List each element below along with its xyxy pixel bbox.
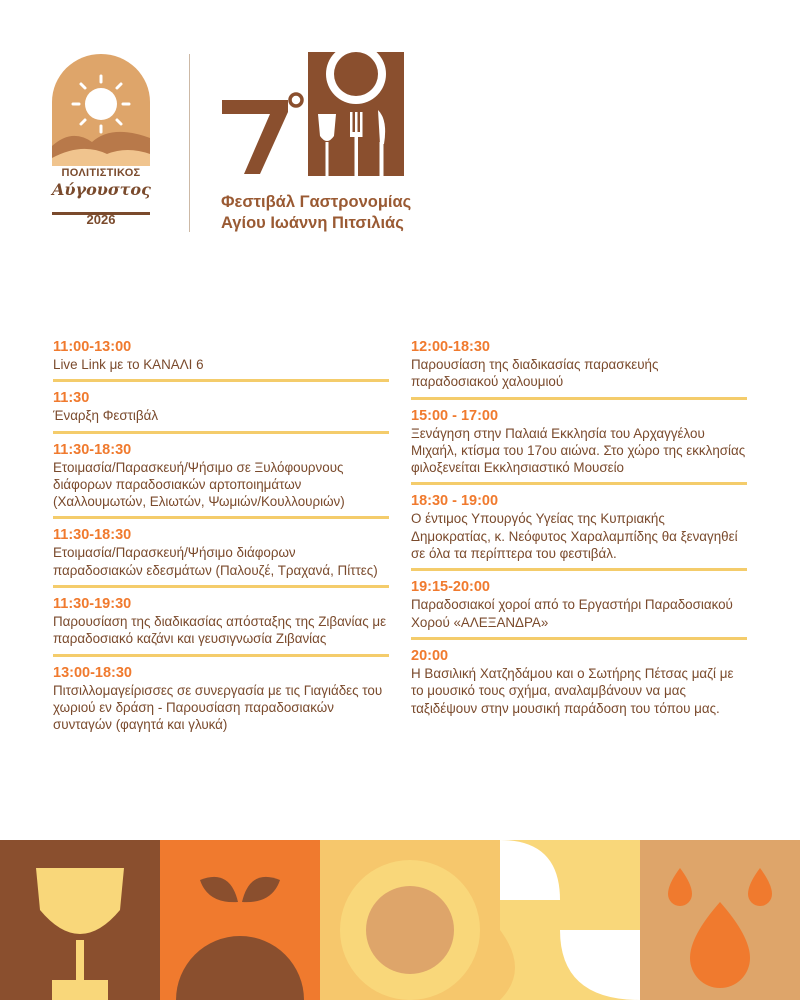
schedule-entry (53, 664, 389, 740)
schedule-time: 11:30-18:30 (53, 527, 132, 544)
schedule-entry (53, 441, 389, 520)
schedule-time: 11:00-13:00 (53, 339, 132, 355)
logo-year: 2026 (86, 212, 116, 227)
schedule-time: 13:00-18:30 (53, 664, 132, 681)
schedule-description: Ο έντιμος Υπουργός Υγείας της Κυπριακής Δημοκρατίας, κ. Νεόφυτος Χαραλαμπίδης θα ξεναγηθεί σε όλα τα περίπτερα του φεστιβάλ. (411, 511, 738, 562)
festival-title-line2: Αγίου Ιωάννη Πιτσιλιάς (221, 214, 404, 232)
schedule-time: 11:30 (53, 390, 90, 407)
schedule-description: Ετοιμασία/Παρασκευή/Ψήσιμο διάφορων παραδοσιακών εδεσμάτων (Παλουζέ, Τραχανά, Πίττες) (53, 545, 378, 578)
festival-edition-mark (218, 52, 408, 176)
schedule-entry (411, 338, 747, 400)
schedule-time: 12:00-18:30 (411, 339, 490, 355)
header-divider (189, 54, 190, 232)
schedule-time: 11:30-19:30 (53, 596, 132, 613)
schedule-time: 11:30-18:30 (53, 441, 132, 458)
schedule-right-column (411, 338, 747, 730)
schedule-description: Η Βασιλική Χατζηδάμου και ο Σωτήρης Πέτσας μαζί με το μουσικό τους σχήμα, αναλαμβάνουν να μας ταξιδέψουν στην μουσική παράδοση του τόπου μας. (411, 665, 734, 716)
schedule-entry (53, 389, 389, 433)
festival-title-line1: Φεστιβάλ Γαστρονομίας (221, 193, 412, 211)
schedule-entry (53, 526, 389, 588)
schedule-entry (53, 595, 389, 657)
decorative-band (0, 840, 800, 1000)
schedule-entry (411, 407, 747, 486)
schedule-time: 15:00 - 17:00 (411, 407, 499, 424)
logo-text-avgoustos: Αύγουστος (52, 180, 151, 199)
schedule-time: 18:30 - 19:00 (411, 493, 499, 510)
schedule-entry (411, 647, 747, 723)
schedule-description: Πιτσιλλομαγείρισσες σε συνεργασία με τις Γιαγιάδες του χωριού εν δράση - Παρουσίαση παραδοσιακών συνταγών (φαγητά και γλυκά) (53, 682, 383, 733)
schedule-description: Live Link με το ΚΑΝΑΛΙ 6 (53, 357, 204, 372)
schedule-description: Ετοιμασία/Παρασκευή/Ψήσιμο σε Ξυλόφουρνους διάφορων παραδοσιακών αρτοποιημάτων (Χαλλουμωτών, Ελιωτών, Ψωμιών/Κουλλουριών) (53, 459, 345, 510)
schedule-description: Παραδοσιακοί χοροί από το Εργαστήρι Παραδοσιακού Χορού «ΑΛΕΞΑΝΔΡΑ» (411, 597, 733, 630)
schedule-description: Παρουσίαση της διαδικασίας απόσταξης της Ζιβανίας με παραδοσιακό καζάνι και γευσιγνωσία Ζιβανίας (53, 614, 387, 647)
schedule-time: 19:15-20:00 (411, 579, 490, 596)
schedule-time: 20:00 (411, 647, 449, 664)
schedule-entry (411, 578, 747, 640)
schedule-description: Έναρξη Φεστιβάλ (53, 408, 159, 424)
festival-title (221, 192, 411, 234)
schedule-description: Ξενάγηση στην Παλαιά Εκκλησία του Αρχαγγέλου Μιχαήλ, κτίσμα του 17ου αιώνα. Στο χώρο της εκκλησίας φιλοξενείται Εκκλησιαστικό Μουσείο (411, 425, 746, 476)
schedule-entry (53, 338, 389, 382)
politistikos-avgoustos-logo (52, 54, 150, 234)
logo-text-politistikos: ΠΟΛΙΤΙΣΤΙΚΟΣ (61, 167, 141, 179)
schedule-description: Παρουσίαση της διαδικασίας παρασκευής παραδοσιακού χαλουμιού (411, 357, 659, 390)
schedule-left-column (53, 338, 389, 747)
schedule-entry (411, 492, 747, 571)
